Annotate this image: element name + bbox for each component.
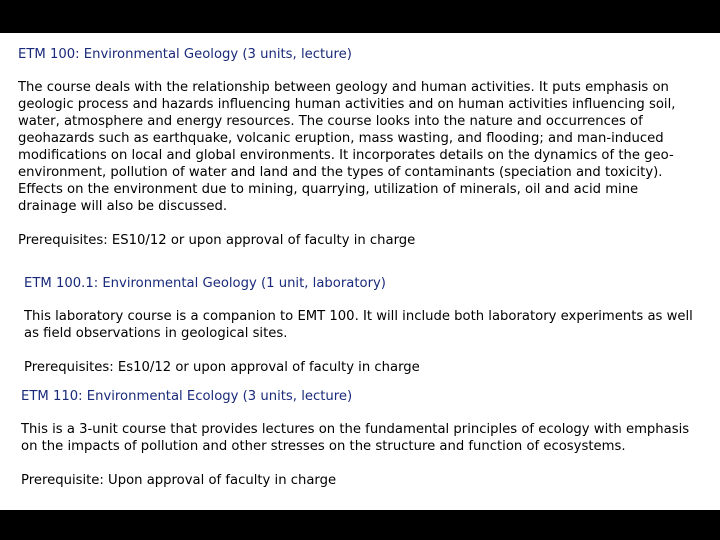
course-description: The course deals with the relationship between geology and human activities. It puts emphasis on geologic process and hazards influencing human activities and on human activities influencing soil, water, atmosphere and energy resources. The course looks into the nature and occurrences of geohazards such as earthquake, volcanic eruption, mass wasting, and flooding; and man-induced modifications on local and global environments. It incorporates details on the dynamics of the geo-environment, pollution of water and land and the types of contaminants (speciation and toxicity). Effects on the environment due to mining, quarrying, utilization of minerals, oil and acid mine drainage will also be discussed.	[18, 80, 676, 214]
course-title: ETM 110: Environmental Ecology (3 units, lecture)	[21, 389, 353, 404]
course-etm-100-1	[24, 275, 699, 376]
course-title: ETM 100.1: Environmental Geology (1 unit, laboratory)	[24, 276, 386, 291]
course-prerequisite: Prerequisites: Es10/12 or upon approval of faculty in charge	[24, 360, 420, 375]
document-page	[0, 33, 720, 510]
course-description: This is a 3-unit course that provides lectures on the fundamental principles of ecology with emphasis on the impacts of pollution and other stresses on the structure and function of ecosystems.	[21, 422, 690, 454]
course-title: ETM 100: Environmental Geology (3 units, lecture)	[18, 47, 352, 62]
course-prerequisite: Prerequisite: Upon approval of faculty in charge	[21, 473, 337, 488]
course-etm-100	[18, 46, 698, 249]
course-prerequisite: Prerequisites: ES10/12 or upon approval of faculty in charge	[18, 233, 416, 248]
course-etm-110	[21, 388, 699, 489]
course-description: This laboratory course is a companion to EMT 100. It will include both laboratory experiments as well as field observations in geological sites.	[24, 309, 693, 341]
